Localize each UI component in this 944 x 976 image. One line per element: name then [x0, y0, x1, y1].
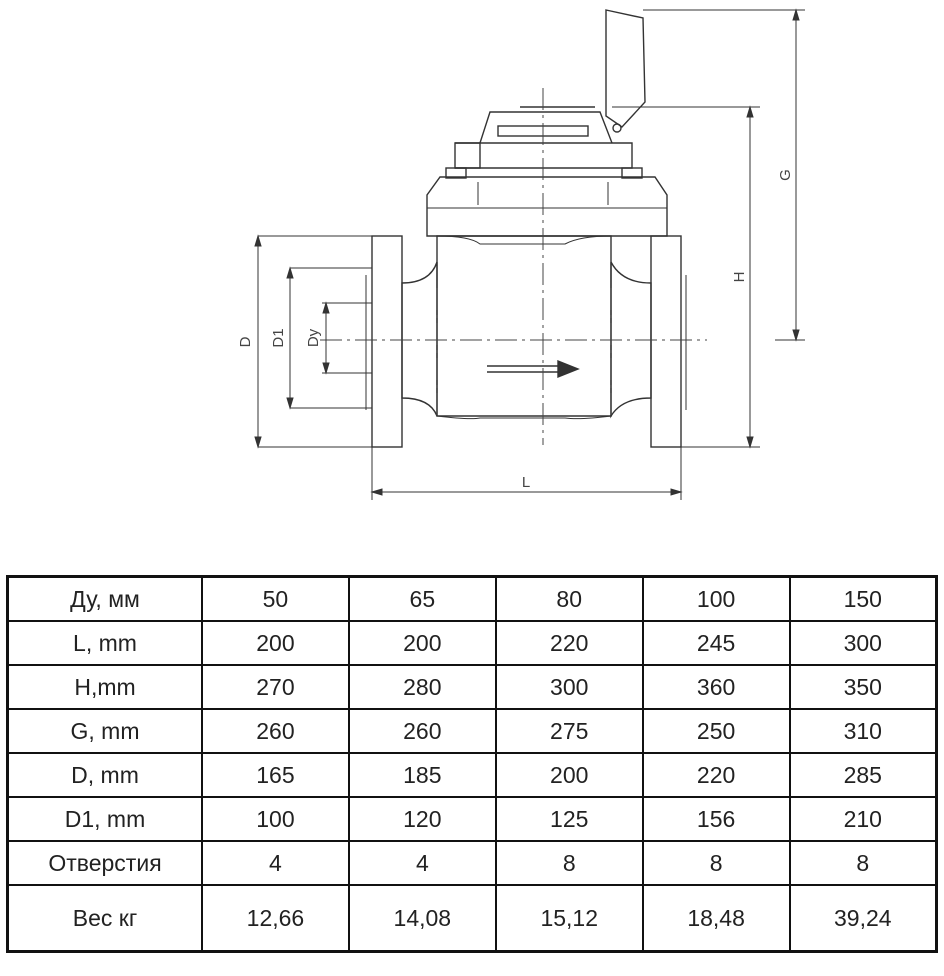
- row-label: H,mm: [8, 665, 203, 709]
- dim-label-g: G: [777, 169, 794, 181]
- cell: 210: [790, 797, 937, 841]
- table-row: [8, 885, 937, 952]
- cell: 270: [202, 665, 349, 709]
- cell: 260: [202, 709, 349, 753]
- table-row: [8, 797, 937, 841]
- cell: 125: [496, 797, 643, 841]
- cell: 185: [349, 753, 496, 797]
- right-neck: [611, 262, 651, 416]
- register-lid: [606, 10, 645, 127]
- cell: 300: [790, 621, 937, 665]
- cell: 300: [496, 665, 643, 709]
- specs-table: [6, 575, 938, 953]
- table-row: [8, 621, 937, 665]
- cell: 8: [790, 841, 937, 885]
- dim-label-dy: Dy: [305, 328, 322, 348]
- cell: 39,24: [790, 885, 937, 952]
- right-flange: [651, 236, 681, 447]
- left-neck: [402, 262, 437, 416]
- cell: 280: [349, 665, 496, 709]
- cell: 8: [496, 841, 643, 885]
- cell: 220: [496, 621, 643, 665]
- cell: 200: [496, 753, 643, 797]
- row-label: L, mm: [8, 621, 203, 665]
- table-row: [8, 665, 937, 709]
- dim-label-d: D: [237, 336, 254, 348]
- cell: 100: [643, 577, 790, 622]
- cell: 15,12: [496, 885, 643, 952]
- row-label: D, mm: [8, 753, 203, 797]
- dim-label-h: H: [731, 271, 748, 283]
- table-row: [8, 709, 937, 753]
- cell: 80: [496, 577, 643, 622]
- dim-label-l: L: [521, 474, 531, 491]
- cell: 285: [790, 753, 937, 797]
- cell: 156: [643, 797, 790, 841]
- cell: 50: [202, 577, 349, 622]
- cell: 8: [643, 841, 790, 885]
- cell: 12,66: [202, 885, 349, 952]
- table-row: [8, 841, 937, 885]
- cell: 250: [643, 709, 790, 753]
- cell: 275: [496, 709, 643, 753]
- left-flange: [372, 236, 402, 447]
- cell: 310: [790, 709, 937, 753]
- cell: 14,08: [349, 885, 496, 952]
- cell: 120: [349, 797, 496, 841]
- meter-body: [437, 236, 611, 416]
- cell: 200: [202, 621, 349, 665]
- cell: 100: [202, 797, 349, 841]
- dim-label-d1: D1: [270, 328, 287, 348]
- cell: 150: [790, 577, 937, 622]
- cell: 200: [349, 621, 496, 665]
- row-label: G, mm: [8, 709, 203, 753]
- cell: 245: [643, 621, 790, 665]
- row-label: Отверстия: [8, 841, 203, 885]
- cell: 4: [202, 841, 349, 885]
- cell: 18,48: [643, 885, 790, 952]
- row-label: D1, mm: [8, 797, 203, 841]
- row-label: Ду, мм: [8, 577, 203, 622]
- cell: 350: [790, 665, 937, 709]
- row-label: Вес кг: [8, 885, 203, 952]
- cell: 165: [202, 753, 349, 797]
- cell: 260: [349, 709, 496, 753]
- cell: 65: [349, 577, 496, 622]
- upper-housing: [427, 177, 667, 236]
- cell: 220: [643, 753, 790, 797]
- table-row: [8, 577, 937, 622]
- cell: 360: [643, 665, 790, 709]
- register: [455, 143, 480, 168]
- cell: 4: [349, 841, 496, 885]
- table-row: [8, 753, 937, 797]
